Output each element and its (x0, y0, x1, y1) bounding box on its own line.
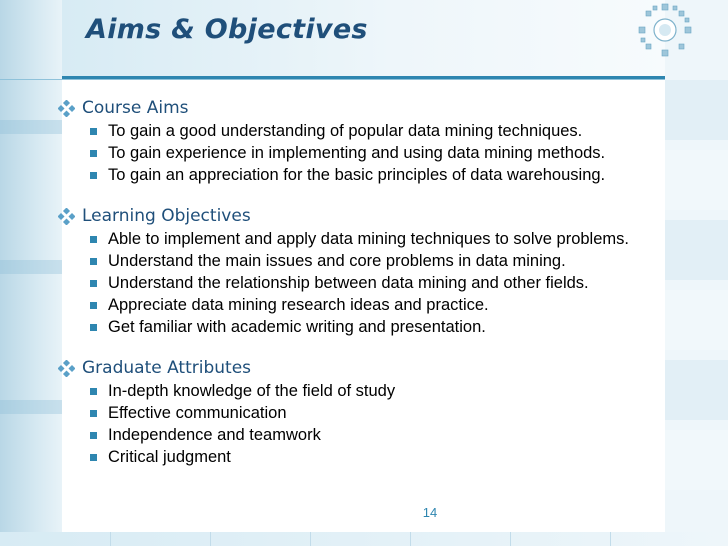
footer-strip (0, 532, 728, 546)
square-bullet-icon (90, 172, 97, 179)
sun-logo-icon (637, 2, 693, 58)
list-item-text: To gain an appreciation for the basic principles of data warehousing. (108, 165, 606, 184)
square-bullet-icon (90, 236, 97, 243)
list-item (90, 120, 698, 142)
square-bullet-icon (90, 410, 97, 417)
list-item-text: Able to implement and apply data mining techniques to solve problems. (108, 229, 629, 248)
list-item (90, 446, 698, 468)
strip-band (0, 120, 62, 134)
list-item-text: Understand the relationship between data mining and other fields. (108, 273, 589, 292)
left-decorative-strip (0, 0, 62, 546)
list-item (90, 164, 698, 186)
section-graduate-attributes (58, 356, 698, 468)
list-item-text: Effective communication (108, 403, 287, 422)
header-divider-thin (0, 79, 728, 80)
square-bullet-icon (90, 150, 97, 157)
diamond-cluster-icon (58, 100, 75, 117)
square-bullet-icon (90, 432, 97, 439)
section-heading (58, 356, 698, 380)
list-item-text: To gain a good understanding of popular data mining techniques. (108, 121, 583, 140)
bullet-list (58, 120, 698, 186)
list-item-text: Appreciate data mining research ideas and practice. (108, 295, 489, 314)
footer-tile (160, 532, 211, 546)
square-bullet-icon (90, 388, 97, 395)
footer-tile (560, 532, 611, 546)
section-title: Course Aims (82, 98, 189, 118)
bullet-list (58, 380, 698, 468)
list-item (90, 228, 698, 250)
footer-tile (360, 532, 411, 546)
list-item (90, 294, 698, 316)
list-item (90, 316, 698, 338)
list-item (90, 142, 698, 164)
list-item-text: In-depth knowledge of the field of study (108, 381, 396, 400)
slide-title: Aims & Objectives (86, 14, 368, 45)
list-item-text: Critical judgment (108, 447, 231, 466)
footer-tile (460, 532, 511, 546)
section-course-aims (58, 96, 698, 186)
list-item-text: Get familiar with academic writing and presentation. (108, 317, 486, 336)
list-item-text: To gain experience in implementing and using data mining methods. (108, 143, 606, 162)
slide-content (58, 96, 698, 486)
list-item (90, 380, 698, 402)
list-item (90, 402, 698, 424)
square-bullet-icon (90, 302, 97, 309)
section-learning-objectives (58, 204, 698, 338)
diamond-cluster-icon (58, 208, 75, 225)
footer-tile (260, 532, 311, 546)
bullet-list (58, 228, 698, 338)
diamond-cluster-icon (58, 360, 75, 377)
strip-band (0, 400, 62, 414)
list-item (90, 272, 698, 294)
list-item-text: Independence and teamwork (108, 425, 321, 444)
list-item-text: Understand the main issues and core problems in data mining. (108, 251, 566, 270)
footer-tile (60, 532, 111, 546)
square-bullet-icon (90, 258, 97, 265)
list-item (90, 424, 698, 446)
section-heading (58, 204, 698, 228)
square-bullet-icon (90, 324, 97, 331)
square-bullet-icon (90, 280, 97, 287)
square-bullet-icon (90, 128, 97, 135)
section-heading (58, 96, 698, 120)
section-title: Learning Objectives (82, 206, 251, 226)
strip-band (0, 260, 62, 274)
square-bullet-icon (90, 454, 97, 461)
list-item (90, 250, 698, 272)
page-number: 14 (422, 505, 438, 520)
section-title: Graduate Attributes (82, 358, 252, 378)
